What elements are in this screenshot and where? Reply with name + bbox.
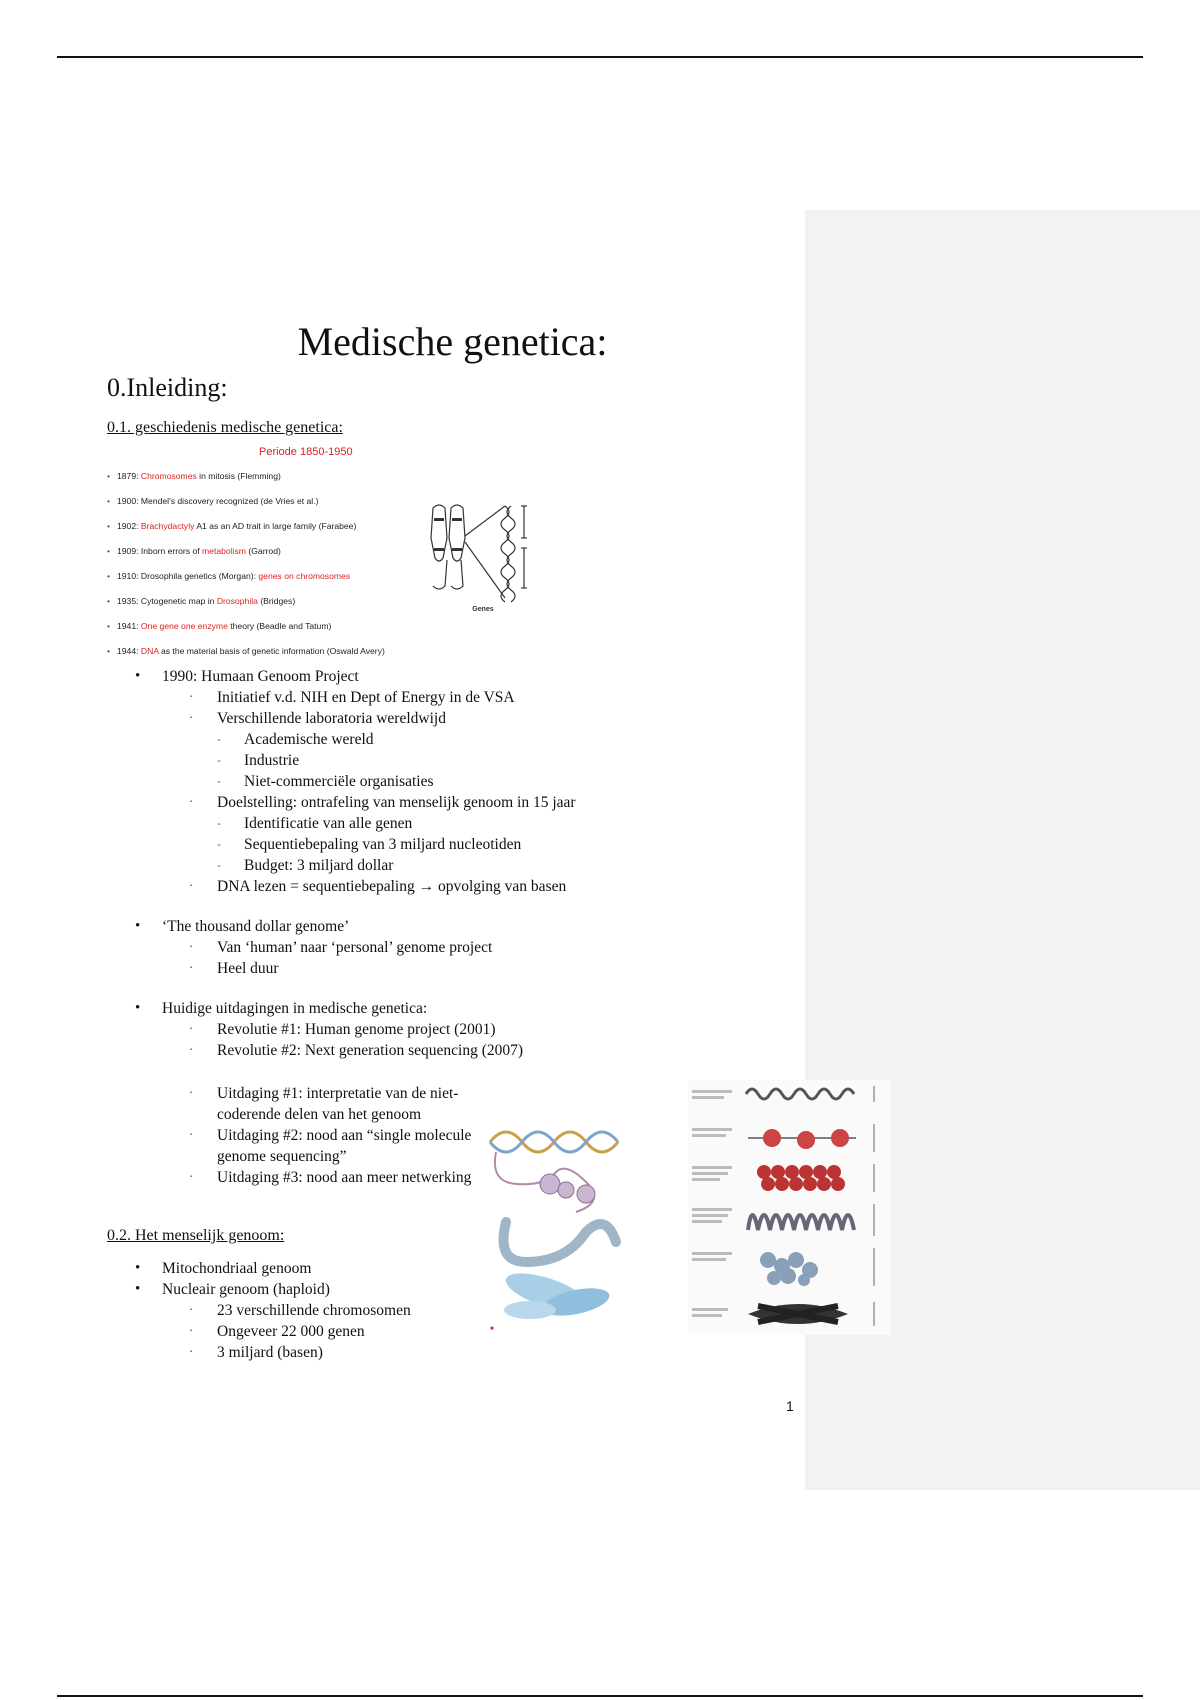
slide-item: • 1941: One gene one enzyme theory (Beadle and Tatum) <box>107 621 332 631</box>
section-heading-geschiedenis: 0.1. geschiedenis medische genetica: <box>107 419 343 436</box>
slide-item: • 1909: Inborn errors of metabolism (Garrod) <box>107 546 281 556</box>
list-item: - Industrie <box>107 750 727 771</box>
slide-item: • 1879: Chromosomes in mitosis (Flemming) <box>107 471 281 481</box>
page-number: 1 <box>786 1398 794 1414</box>
page-title: Medische genetica: <box>297 319 608 364</box>
figure-caption: Genes <box>472 606 494 613</box>
list-item: • Huidige uitdagingen in medische genetica: <box>107 998 727 1019</box>
spacer <box>107 1061 727 1080</box>
list-item: ▪ Heel duur <box>107 958 727 979</box>
slide-item: • 1944: DNA as the material basis of genetic information (Oswald Avery) <box>107 646 385 656</box>
list-item: ▪ 23 verschillende chromosomen <box>107 1300 527 1321</box>
dna-packaging-figure <box>486 1112 636 1334</box>
list-item: - Identificatie van alle genen <box>107 813 727 834</box>
slide-item: • 1900: Mendel's discovery recognized (de Vries et al.) <box>107 496 319 506</box>
list-item: ▪ Initiatief v.d. NIH en Dept of Energy in de VSA <box>107 687 727 708</box>
header-rule <box>57 56 1143 58</box>
list-item: ▪ Verschillende laboratoria wereldwijd <box>107 708 727 729</box>
slide-title: Periode 1850-1950 <box>259 446 353 458</box>
list-item: - Sequentiebepaling van 3 miljard nucleotiden <box>107 834 727 855</box>
list-item: ▪ 3 miljard (basen) <box>107 1342 527 1363</box>
list-item: • Mitochondriaal genoom <box>107 1258 527 1279</box>
section-heading-genoom: 0.2. Het menselijk genoom: <box>107 1227 285 1244</box>
slide-item: • 1902: Brachydactyly A1 as an AD trait in large family (Farabee) <box>107 521 357 531</box>
slide-item: • 1910: Drosophila genetics (Morgan): genes on chromosomes <box>107 571 351 581</box>
list-item: ▪ Uitdaging #2: nood aan “single molecule genome sequencing” <box>107 1125 477 1167</box>
hgp-list <box>107 666 727 1080</box>
spacer <box>107 979 727 998</box>
list-item: • ‘The thousand dollar genome’ <box>107 916 727 937</box>
list-item: - Budget: 3 miljard dollar <box>107 855 727 876</box>
list-item: • Nucleair genoom (haploid) <box>107 1279 527 1300</box>
footer-rule <box>57 1695 1143 1697</box>
section-heading-inleiding: 0.Inleiding: <box>107 373 228 402</box>
chromosome-figure <box>425 498 545 613</box>
challenges-list <box>107 1083 477 1209</box>
list-item: - Academische wereld <box>107 729 727 750</box>
list-item: ▪ Revolutie #1: Human genome project (2001) <box>107 1019 727 1040</box>
list-item: ▪ DNA lezen = sequentiebepaling → opvolging van basen <box>107 876 727 897</box>
genome-list <box>107 1258 527 1363</box>
slide-item: • 1935: Cytogenetic map in Drosophila (Bridges) <box>107 596 296 606</box>
history-slide <box>107 440 547 660</box>
svg-text:■: ■ <box>490 1326 494 1332</box>
spacer <box>107 897 727 916</box>
list-item: - Niet-commerciële organisaties <box>107 771 727 792</box>
list-item: ▪ Ongeveer 22 000 genen <box>107 1321 527 1342</box>
list-item: ▪ Doelstelling: ontrafeling van menselijk genoom in 15 jaar <box>107 792 727 813</box>
chromatin-levels-figure <box>688 1080 890 1335</box>
list-item: ▪ Uitdaging #3: nood aan meer netwerking <box>107 1167 477 1209</box>
list-item: ▪ Revolutie #2: Next generation sequencing (2007) <box>107 1040 727 1061</box>
list-item: • 1990: Humaan Genoom Project <box>107 666 727 687</box>
list-item: ▪ Van ‘human’ naar ‘personal’ genome project <box>107 937 727 958</box>
slide-timeline <box>107 470 385 670</box>
list-item: ▪ Uitdaging #1: interpretatie van de niet-coderende delen van het genoom <box>107 1083 477 1125</box>
